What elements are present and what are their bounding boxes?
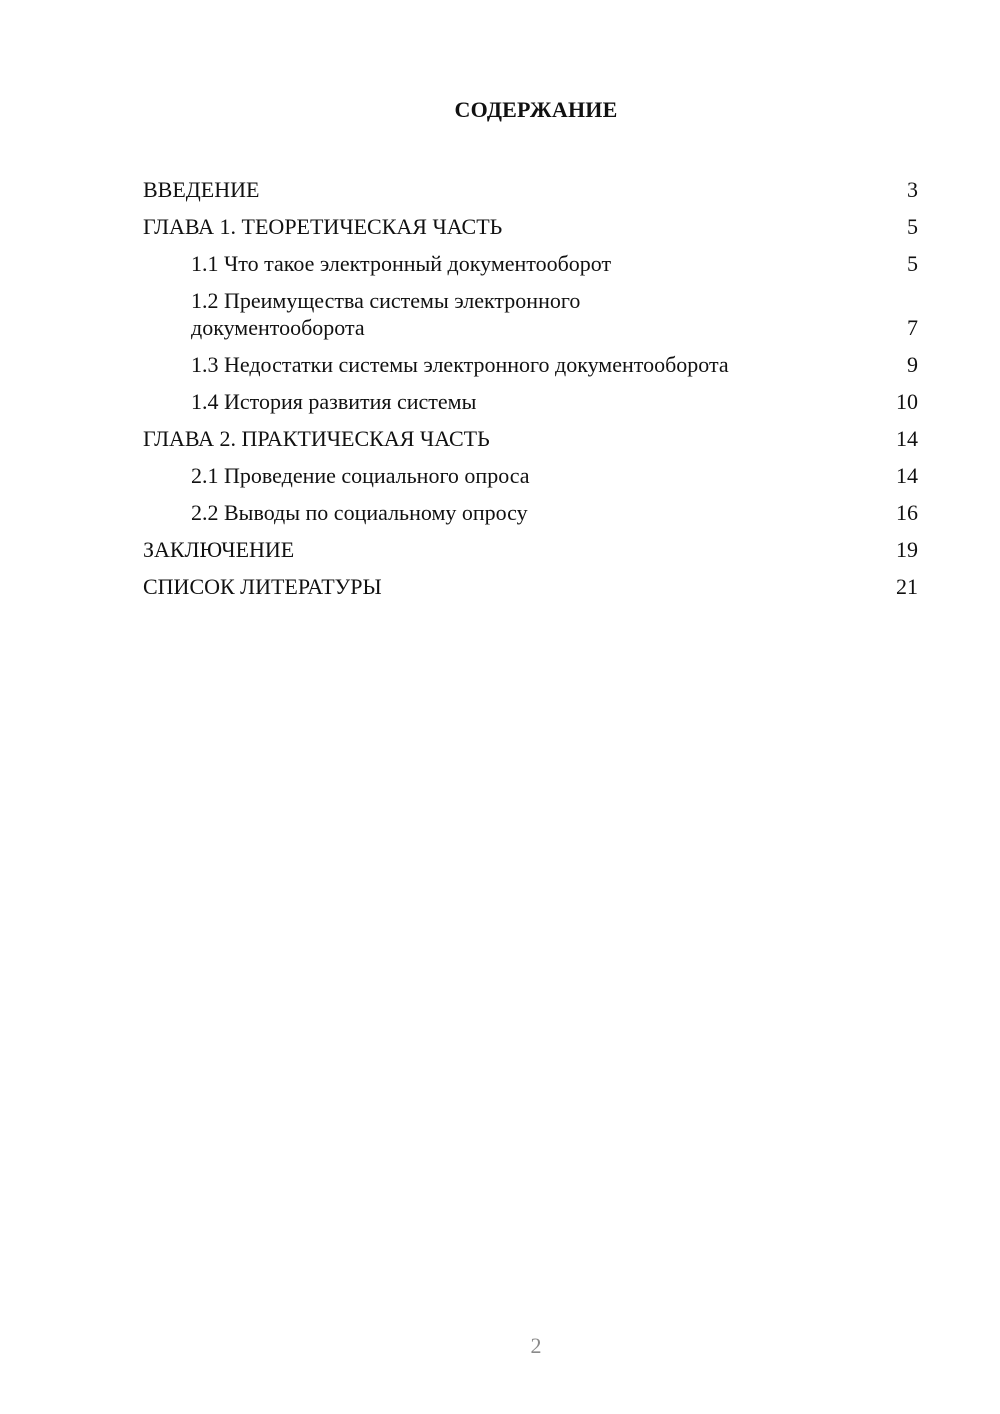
toc-entry-page: 21	[896, 574, 918, 599]
toc-entry-label: 2.2 Выводы по социальному опросу	[191, 500, 528, 525]
toc-entry-chapter-1[interactable]	[143, 206, 918, 243]
toc-entry-chapter-2[interactable]	[143, 418, 918, 455]
toc-entry-1-3[interactable]	[143, 344, 918, 381]
toc-entry-page: 5	[907, 251, 918, 276]
toc-entry-page: 7	[907, 315, 918, 340]
toc-entry-label: 1.2 Преимущества системы электронного документооборота	[191, 288, 581, 340]
toc-entry-label: СПИСОК ЛИТЕРАТУРЫ	[143, 574, 382, 599]
toc-entry-conclusion[interactable]	[143, 529, 918, 566]
toc-entry-1-1[interactable]	[143, 243, 918, 280]
toc-entry-2-1[interactable]	[143, 455, 918, 492]
toc-entry-page: 16	[896, 500, 918, 525]
toc-entry-page: 19	[896, 537, 918, 562]
toc-entry-1-2[interactable]	[143, 280, 918, 344]
toc-entry-1-4[interactable]	[143, 381, 918, 418]
page-number: 2	[530, 1333, 542, 1358]
toc-entry-label: ГЛАВА 1. ТЕОРЕТИЧЕСКАЯ ЧАСТЬ	[143, 214, 503, 239]
toc-entry-page: 14	[896, 426, 918, 451]
toc-entry-label: 1.1 Что такое электронный документооборот	[191, 251, 612, 276]
toc-entry-label: ГЛАВА 2. ПРАКТИЧЕСКАЯ ЧАСТЬ	[143, 426, 490, 451]
toc-entry-page: 9	[907, 352, 918, 377]
toc-entry-introduction[interactable]	[143, 169, 918, 206]
toc-entry-page: 10	[896, 389, 918, 414]
page-title: СОДЕРЖАНИЕ	[454, 97, 618, 122]
toc-entry-page: 14	[896, 463, 918, 488]
toc-entry-label: ЗАКЛЮЧЕНИЕ	[143, 537, 295, 562]
toc-entry-references[interactable]	[143, 566, 918, 603]
toc-entry-label: ВВЕДЕНИЕ	[143, 177, 260, 202]
toc-entry-page: 3	[907, 177, 918, 202]
toc-entry-label: 1.3 Недостатки системы электронного документооборота	[191, 352, 729, 377]
toc-entry-page: 5	[907, 214, 918, 239]
table-of-contents	[143, 169, 918, 603]
toc-entry-label: 2.1 Проведение социального опроса	[191, 463, 530, 488]
toc-entry-label: 1.4 История развития системы	[191, 389, 477, 414]
toc-entry-2-2[interactable]	[143, 492, 918, 529]
